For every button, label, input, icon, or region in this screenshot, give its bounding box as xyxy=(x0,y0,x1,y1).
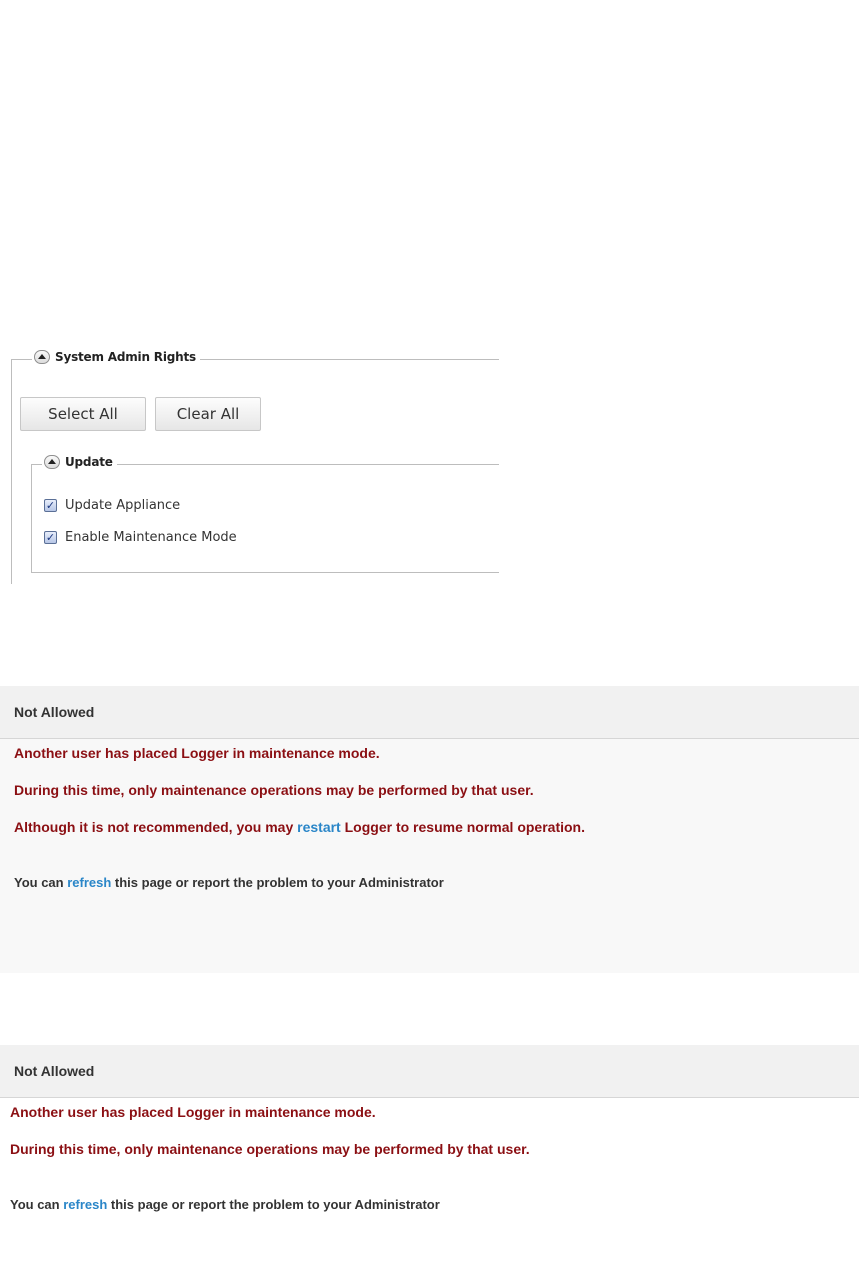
update-title: Update xyxy=(65,455,113,469)
checkmark-icon: ✓ xyxy=(45,499,56,512)
not-allowed-panel xyxy=(0,1045,859,1282)
checkmark-icon: ✓ xyxy=(45,531,56,544)
maintenance-detail-message: During this time, only maintenance operations may be performed by that user. xyxy=(14,782,534,798)
update-appliance-option[interactable] xyxy=(44,498,180,513)
system-admin-rights-legend xyxy=(32,350,200,364)
restart-message-prefix: Although it is not recommended, you may xyxy=(14,819,298,835)
system-admin-rights-title: System Admin Rights xyxy=(55,350,196,364)
collapse-triangle-icon xyxy=(38,354,46,359)
refresh-message-suffix: this page or report the problem to your Administrator xyxy=(111,875,444,890)
refresh-message-prefix: You can xyxy=(10,1197,64,1212)
update-fieldset xyxy=(31,455,499,573)
restart-message-suffix: Logger to resume normal operation. xyxy=(340,819,585,835)
refresh-link[interactable]: refresh xyxy=(63,1197,108,1212)
enable-maintenance-mode-checkbox[interactable] xyxy=(44,531,57,544)
restart-link[interactable]: restart xyxy=(297,819,341,835)
select-all-button[interactable]: Select All xyxy=(20,397,146,431)
refresh-message xyxy=(10,1197,440,1212)
refresh-link[interactable]: refresh xyxy=(67,875,112,890)
update-appliance-checkbox[interactable] xyxy=(44,499,57,512)
enable-maintenance-mode-label: Enable Maintenance Mode xyxy=(65,530,237,545)
refresh-message-prefix: You can xyxy=(14,875,68,890)
restart-message xyxy=(14,819,585,835)
update-appliance-label: Update Appliance xyxy=(65,498,181,513)
update-legend xyxy=(42,455,117,469)
maintenance-detail-message: During this time, only maintenance operations may be performed by that user. xyxy=(10,1141,530,1157)
not-allowed-panel xyxy=(0,686,859,973)
panel-title: Not Allowed xyxy=(0,686,859,739)
refresh-message-suffix: this page or report the problem to your Administrator xyxy=(107,1197,440,1212)
enable-maintenance-mode-option[interactable] xyxy=(44,530,237,545)
maintenance-message: Another user has placed Logger in maintenance mode. xyxy=(14,745,380,761)
collapse-triangle-icon xyxy=(48,459,56,464)
collapse-update-button[interactable] xyxy=(44,455,60,469)
maintenance-message: Another user has placed Logger in maintenance mode. xyxy=(10,1104,376,1120)
collapse-system-admin-rights-button[interactable] xyxy=(34,350,50,364)
refresh-message xyxy=(14,875,444,890)
clear-all-button[interactable]: Clear All xyxy=(155,397,261,431)
panel-title: Not Allowed xyxy=(0,1045,859,1098)
